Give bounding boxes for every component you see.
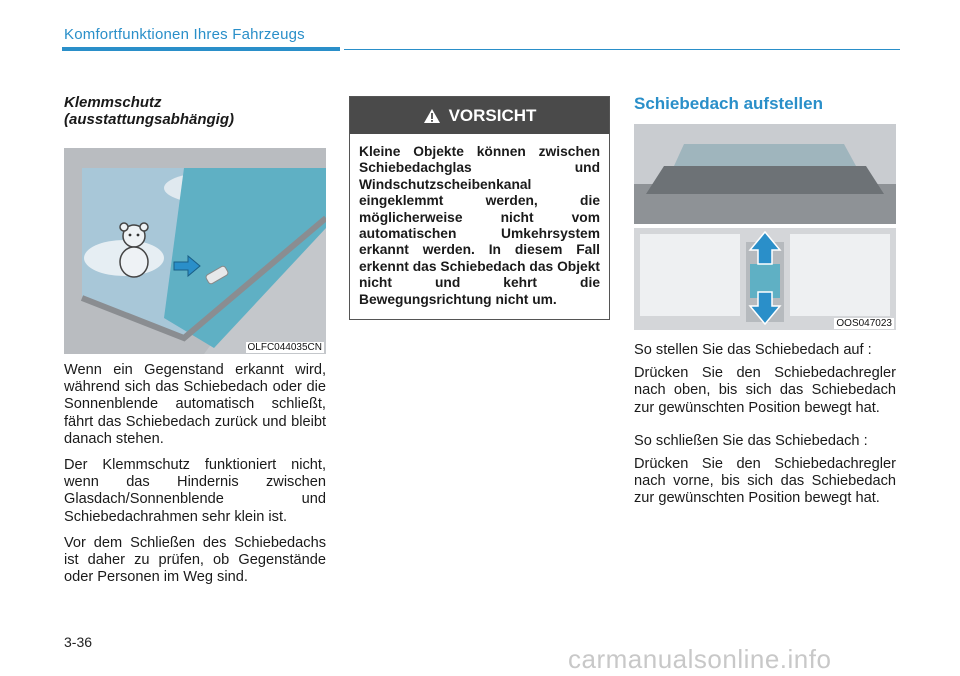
column-left xyxy=(64,94,326,595)
paragraph-1: Wenn ein Gegenstand erkannt wird, während sich das Schiebedach oder die Sonnenblende automatisch schließt, fährt das Schiebedach zurück und bleibt danach stehen. xyxy=(64,362,326,447)
watermark: carmanualsonline.info xyxy=(568,644,832,674)
open-intro: So stellen Sie das Schiebedach auf : xyxy=(634,342,872,358)
sunroof-graphic xyxy=(64,148,326,354)
page-number: 3-36 xyxy=(64,634,93,650)
header-rule xyxy=(344,49,900,50)
title-line-1: Klemmschutz xyxy=(64,94,162,111)
title-line-2: (ausstattungsabhängig) xyxy=(64,111,235,128)
caution-header xyxy=(350,97,609,134)
warning-triangle-icon xyxy=(423,108,441,124)
column-right xyxy=(634,94,896,514)
section-header: Komfortfunktionen Ihres Fahrzeugs xyxy=(64,26,305,43)
roof-switch-graphic xyxy=(634,124,896,330)
section-title xyxy=(64,94,326,128)
figure-code: OLFC044035CN xyxy=(247,342,322,353)
caution-box xyxy=(349,96,610,320)
section-title-right: Schiebedach aufstellen xyxy=(634,94,823,113)
tilt-illustration xyxy=(634,124,896,330)
anti-pinch-illustration xyxy=(64,148,326,354)
close-intro: So schließen Sie das Schiebedach : xyxy=(634,432,868,449)
paragraph-2: Der Klemmschutz funktioniert nicht, wenn das Hindernis zwischen Glasdach/Sonnenblende und Schiebedachrahmen sehr klein ist. xyxy=(64,457,326,525)
close-text: Drücken Sie den Schiebedachregler nach vorne, bis sich das Schiebedach zur gewünschten Position bewegt hat. xyxy=(634,456,896,507)
paragraph-3: Vor dem Schließen des Schiebedachs ist daher zu prüfen, ob Gegenstände oder Personen im Weg sind. xyxy=(64,534,326,586)
teddy-bear-icon xyxy=(110,222,158,282)
open-text: Drücken Sie den Schiebedachregler nach oben, bis sich das Schiebedach zur gewünschten Position bewegt hat. xyxy=(634,365,896,416)
caution-text: Kleine Objekte können zwischen Schiebedachglas und Windschutzscheibenkanal eingeklemmt werden, die möglicherweise nicht vom automatischen Umkehrsystem erkannt werden. In diesem Fall erkennt das Schiebedach das Objekt nicht und kehrt die Bewegungsrichtung nicht um. xyxy=(359,144,600,307)
caution-heading: VORSICHT xyxy=(448,105,537,125)
push-arrow-icon xyxy=(172,254,202,278)
header-bar xyxy=(62,47,340,51)
figure-code-right: OOS047023 xyxy=(836,318,892,329)
